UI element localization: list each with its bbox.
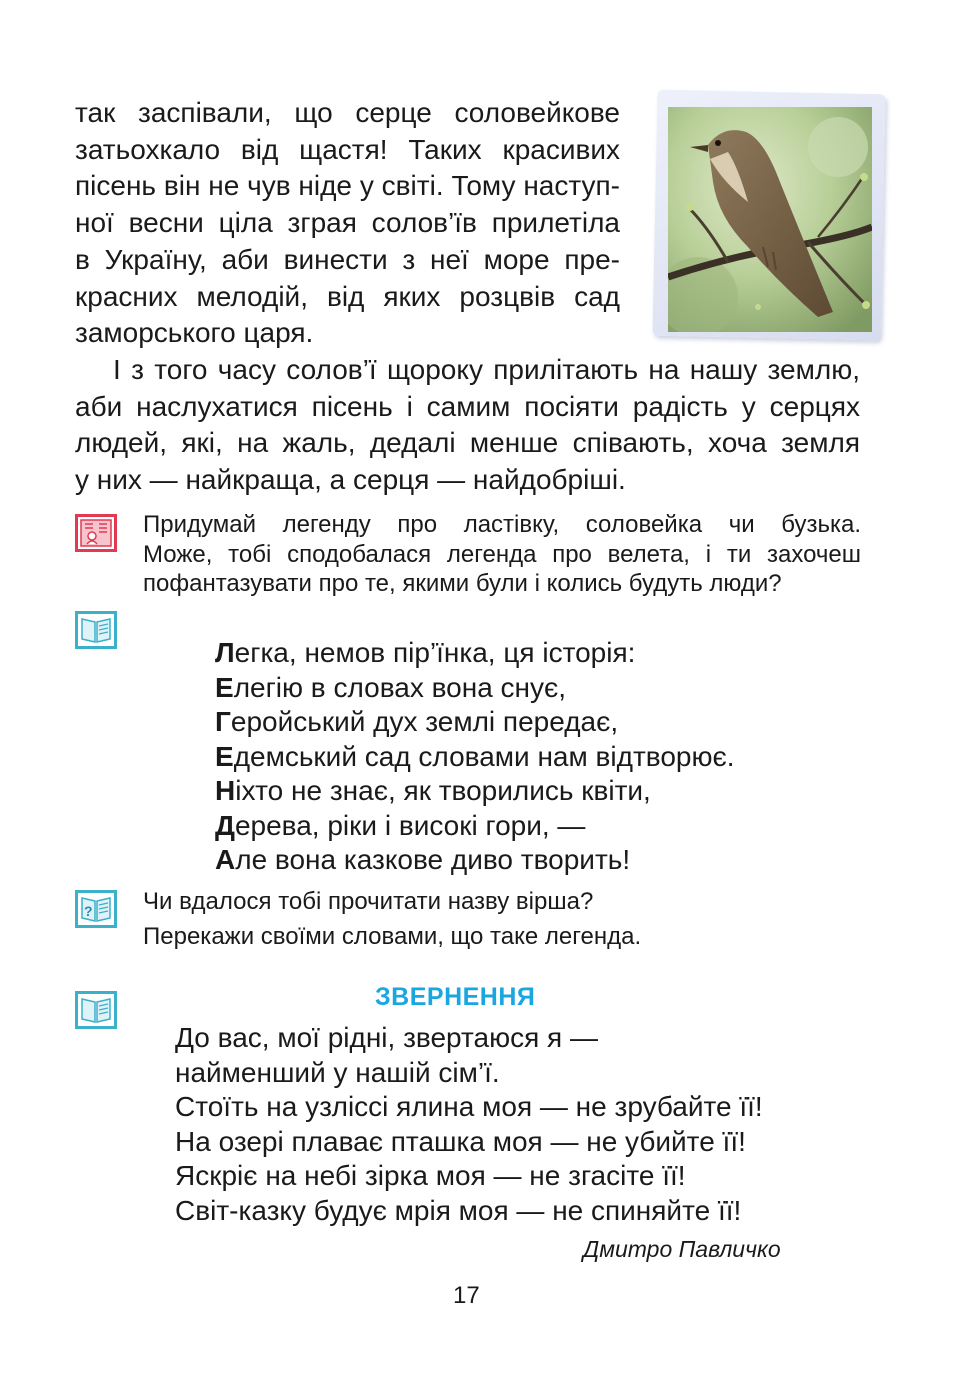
text-line: І з того часу солов’ї щороку прилітають на нашу землю, — [113, 354, 860, 385]
open-book-icon — [75, 991, 117, 1029]
poem-line: Але вона казкове диво творить! — [215, 844, 631, 875]
poem-line: Ніхто не знає, як творились квіти, — [215, 775, 651, 806]
poem-body — [175, 1021, 763, 1228]
poem-title: ЗВЕРНЕННЯ — [375, 983, 536, 1011]
text-line: пісень він не чув ніде у світі. Тому наступ- — [75, 170, 620, 202]
text-line: заморського царя. — [75, 317, 314, 349]
poem-author: Дмитро Павличко — [583, 1236, 781, 1262]
text-line: в Україну, аби винести з неї море пре- — [75, 243, 620, 275]
text-line: красних мелодій, від яких розцвів сад — [75, 280, 620, 312]
text-line: Придумай легенду про ластівку, соловейка чи бузька. — [143, 511, 861, 538]
poem-line: Дерева, ріки і високі гори, — — [215, 809, 586, 841]
poem-line: Геройський дух землі передає, — [215, 706, 619, 737]
nightingale-photo — [655, 92, 890, 342]
text-line: аби наслухатися пісень і самим посіяти радість у серцях — [75, 390, 860, 422]
poem-line: Стоїть на узліссі ялина моя — не зрубайте її! — [175, 1091, 763, 1122]
wide-paragraph — [75, 352, 860, 499]
top-paragraph — [75, 95, 620, 352]
question-line: Чи вдалося тобі прочитати назву вірша? — [143, 888, 594, 915]
poem-line: На озері плаває пташка моя — не убийте її! — [175, 1125, 746, 1157]
poem-line: Елегію в словах вона снує, — [215, 671, 567, 703]
poem-line: Яскріє на небі зірка моя — не згасіте її! — [175, 1160, 686, 1191]
text-line: так заспівали, що серце соловейкове — [75, 97, 620, 128]
text-line: ної весни ціла зграя солов’їв прилетіла — [75, 207, 620, 239]
poem-line: найменший у нашій сім’ї. — [175, 1056, 500, 1088]
text-line: Може, тобі сподобалася легенда про велета, і ти захочеш — [143, 540, 861, 568]
open-book-icon — [75, 611, 117, 649]
pencil-book-icon — [75, 514, 117, 552]
text-line: затьохкало від щастя! Таких красивих — [75, 133, 620, 165]
task-text — [143, 510, 861, 599]
nightingale-image — [668, 107, 872, 332]
poem-line: До вас, мої рідні, звертаюся я — — [175, 1022, 598, 1053]
question-book-icon — [75, 890, 117, 928]
svg-text:?: ? — [84, 903, 93, 919]
page-number: 17 — [453, 1282, 480, 1309]
text-line: у них — найкраща, а серця — найдобріші. — [75, 464, 626, 496]
poem-line: Світ-казку будує мрія моя — не спиняйте її! — [175, 1194, 742, 1226]
poem-line: Легка, немов пір’їнка, ця історія: — [215, 637, 636, 668]
text-line: пофантазувати про те, якими були і колись будуть люди? — [143, 570, 782, 597]
poem-line: Едемський сад словами нам відтворює. — [215, 740, 735, 772]
acrostic-poem — [215, 636, 735, 878]
text-line: людей, які, на жаль, дедалі менше співають, хоча земля — [75, 427, 860, 459]
question-line: Перекажи своїми словами, що таке легенда. — [143, 923, 642, 950]
questions-text — [143, 884, 641, 954]
